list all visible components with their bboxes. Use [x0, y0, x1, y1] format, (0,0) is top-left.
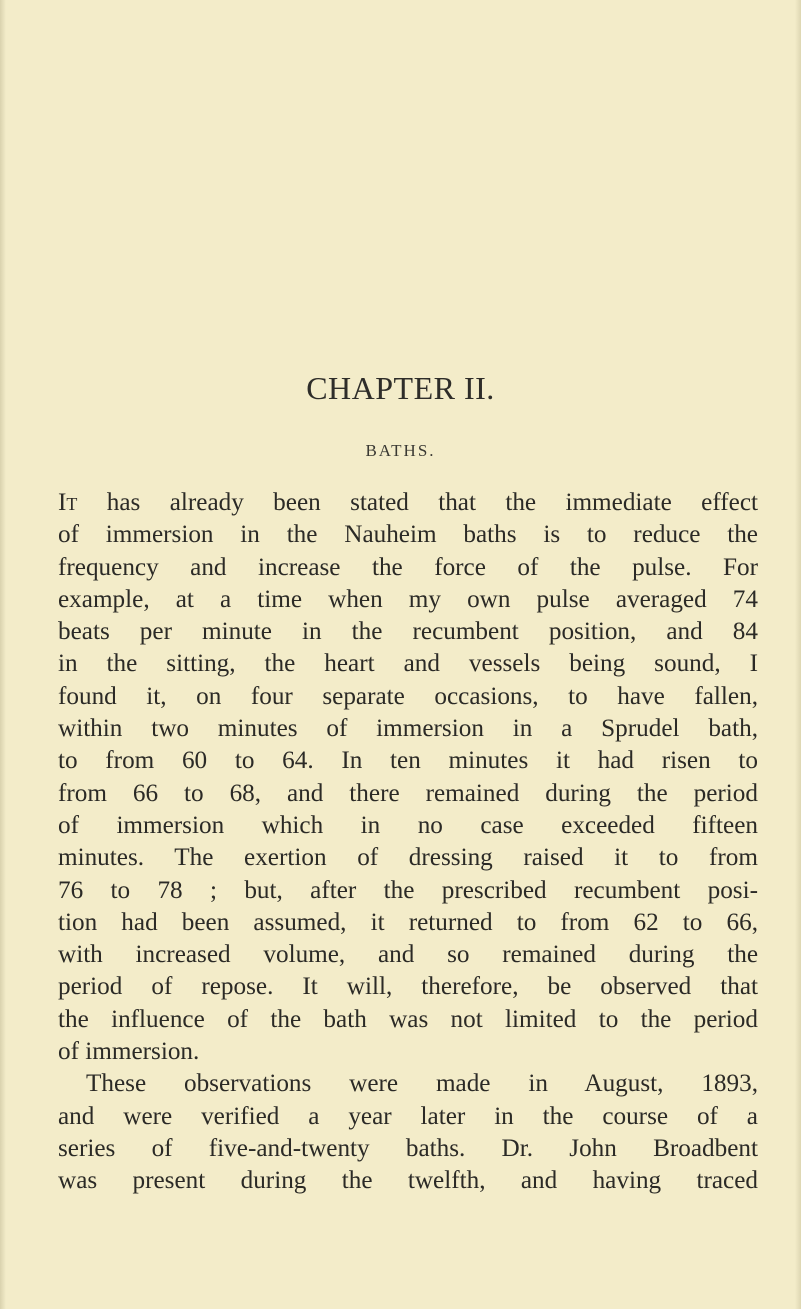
- text-line: in the sitting, the heart and vessels being sound, I: [58, 650, 758, 678]
- text-line: to from 60 to 64. In ten minutes it had risen to: [58, 747, 758, 775]
- text-line: tion had been assumed, it returned to from 62 to 66,: [58, 908, 758, 936]
- text-line: the influence of the bath was not limited to the period: [58, 1005, 758, 1033]
- text-line: found it, on four separate occasions, to have fallen,: [58, 682, 758, 710]
- page-edge-left: [0, 0, 6, 1309]
- text-line: from 66 to 68, and there remained during the period: [58, 779, 758, 807]
- text-line: series of five-and-twenty baths. Dr. John Broadbent: [58, 1134, 758, 1162]
- paragraph: [58, 1068, 758, 1197]
- page-edge-right: [795, 0, 801, 1309]
- section-title: BATHS.: [365, 441, 436, 460]
- paragraph: [58, 487, 758, 1068]
- line-remainder: has already been stated that the immediate effect: [106, 489, 758, 516]
- text-line: period of repose. It will, therefore, be observed that: [58, 973, 758, 1001]
- text-line: beats per minute in the recumbent position, and 84: [58, 618, 758, 646]
- text-line: These observations were made in August, 1893,: [86, 1070, 758, 1098]
- text-line: with increased volume, and so remained during the: [58, 941, 758, 969]
- text-line: [58, 487, 758, 519]
- body-text: [58, 487, 758, 1198]
- text-line: of immersion which in no case exceeded fifteen: [58, 811, 758, 839]
- text-line: was present during the twelfth, and having traced: [58, 1167, 758, 1195]
- text-line: of immersion.: [58, 1038, 200, 1066]
- text-line: 76 to 78 ; but, after the prescribed recumbent posi-: [58, 876, 758, 904]
- text-line: of immersion in the Nauheim baths is to reduce the: [58, 521, 758, 549]
- chapter-title: CHAPTER II.: [306, 370, 495, 406]
- text-line: and were verified a year later in the course of a: [58, 1102, 758, 1130]
- drop-word: It: [58, 489, 78, 516]
- text-line: example, at a time when my own pulse averaged 74: [58, 585, 758, 613]
- text-line: within two minutes of immersion in a Sprudel bath,: [58, 715, 758, 743]
- text-line: frequency and increase the force of the pulse. For: [58, 553, 758, 581]
- text-line: minutes. The exertion of dressing raised it to from: [58, 844, 758, 872]
